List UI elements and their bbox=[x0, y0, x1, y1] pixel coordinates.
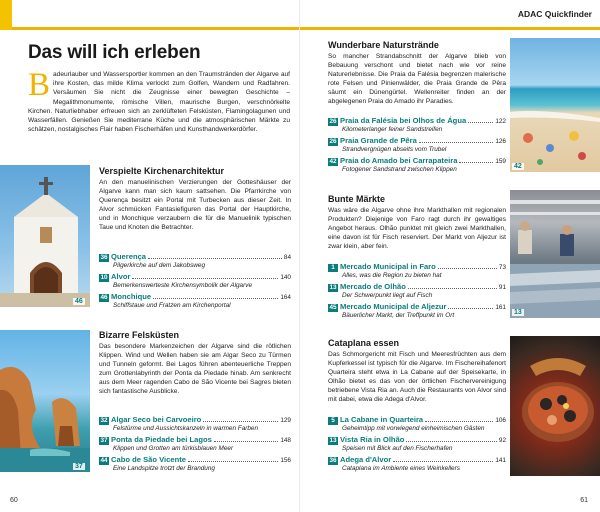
entry-name: Monchique bbox=[111, 292, 152, 301]
entry-name: Praia do Amado bei Carrapateira bbox=[340, 156, 458, 165]
entry-number: 5 bbox=[328, 417, 338, 425]
entry-description: Klippen und Grotten am türkisblauen Meer bbox=[113, 445, 234, 452]
entry-name: Adega d'Alvor bbox=[340, 455, 392, 464]
entry-number: 26 bbox=[329, 118, 337, 125]
list-item[interactable] bbox=[328, 282, 506, 300]
entry-number: 37 bbox=[100, 437, 108, 444]
entry-name: Praia Grande de Pêra bbox=[340, 136, 417, 145]
entry-name: La Cabane in Quarteira bbox=[340, 415, 424, 424]
entry-name: Querença bbox=[111, 252, 147, 261]
section-text: Was wäre die Algarve ohne ihre Markthallen mit regionalen Produkten? Diejenige von Faro ragt durch ihr gewaltiges Angebot heraus. Olhão punktet mit gleich zwei Markthallen, eine davon ist für Fisch reserviert. Der Markt von Aljezur ist zwar klein, aber fein. bbox=[328, 207, 506, 250]
beach-illustration bbox=[510, 38, 600, 172]
section-text: Das besondere Markenzeichen der Algarve sind die rötlichen Klippen. Wind und Wellen haben sie am Algar Seco zu Türmen und Tunneln geformt. Bei Lagos führen abenteuerliche Treppen zum Grottenlabyrinth der Ponta da Piedade hinab. Am senkrecht aus dem Meer ragenden Cabo de São Vicente bei Sagres bieten sich fantastische Ausblicke. bbox=[99, 343, 291, 395]
entry-name: Algar Seco bei Carvoeiro bbox=[111, 415, 202, 424]
list-item[interactable] bbox=[99, 292, 291, 310]
market-illustration bbox=[510, 190, 600, 318]
church-illustration bbox=[0, 165, 90, 307]
entry-list bbox=[328, 262, 506, 322]
section-title: Verspielte Kirchenarchitektur bbox=[99, 166, 225, 176]
entry-page: 126 bbox=[495, 138, 506, 145]
cataplana-photo bbox=[510, 336, 600, 476]
entry-page: 91 bbox=[498, 284, 506, 291]
quickfinder-label: ADAC Quickfinder bbox=[517, 9, 592, 19]
list-item[interactable] bbox=[328, 455, 506, 473]
section-title: Cataplana essen bbox=[328, 338, 400, 348]
cliffs-photo bbox=[0, 330, 90, 472]
entry-page: 129 bbox=[280, 417, 291, 424]
entry-description: Strandvergnügen abseits vom Trubel bbox=[342, 146, 447, 153]
entry-name: Mercado de Olhão bbox=[340, 282, 406, 291]
entry-number: 36 bbox=[329, 457, 337, 464]
list-item[interactable] bbox=[328, 415, 506, 433]
entry-number: 13 bbox=[329, 437, 337, 444]
entry-description: Felstürme und Aussichtskanzeln in warmen Farben bbox=[113, 425, 259, 432]
entry-number: 10 bbox=[100, 274, 108, 281]
yellow-page-tab bbox=[0, 0, 12, 30]
entry-name: Mercado Municipal de Aljezur bbox=[340, 302, 447, 311]
photo-number: 42 bbox=[514, 163, 522, 170]
list-item[interactable] bbox=[99, 455, 291, 473]
section-title: Bunte Märkte bbox=[328, 194, 386, 204]
church-photo bbox=[0, 165, 90, 307]
section-text: So mancher Strandabschnitt der Algarve blieb von Bebauung verschont und bietet nach wie vor reine Naturerlebnisse. Die Praia da Falésia begrenzen malerische rote Felsen und Pinienwälder, die Praia Grande de Pêra säumt ein Dünengürtel. Wellenreiter finden an der abgelegenen Praia do Amado ihr Paradies. bbox=[328, 53, 506, 105]
right-page bbox=[300, 0, 600, 512]
list-item[interactable] bbox=[328, 136, 506, 154]
entry-number: 32 bbox=[100, 417, 108, 424]
cliffs-illustration bbox=[0, 330, 90, 472]
entry-description: Der Schwerpunkt liegt auf Fisch bbox=[342, 292, 433, 299]
entry-description: Bemerkenswerteste Kirchensymbolik der Algarve bbox=[113, 282, 252, 289]
entry-name: Praia da Falésia bei Olhos de Água bbox=[340, 116, 467, 125]
entry-page: 148 bbox=[280, 437, 291, 444]
photo-number: 37 bbox=[75, 463, 83, 470]
entry-number: 42 bbox=[329, 158, 337, 165]
entry-page: 122 bbox=[495, 118, 506, 125]
entry-number: 46 bbox=[100, 294, 108, 301]
entry-list bbox=[328, 415, 506, 475]
page-title: Das will ich erleben bbox=[28, 42, 201, 63]
page-number: 61 bbox=[580, 497, 588, 504]
entry-page: 164 bbox=[280, 294, 291, 301]
entry-name: Alvor bbox=[111, 272, 131, 281]
list-item[interactable] bbox=[328, 435, 506, 453]
list-item[interactable] bbox=[99, 272, 291, 290]
section-text: An den manuelinischen Verzierungen der Gotteshäuser der Algarve kann man sich kaum sattsehen. Die Pfarrkirche von Querença besitzt ein Portal mit Turbecken aus dieser Zeit. In Alvor schmücken Fantasiefiguren das Portal der Hauptkirche, und in Monchique verzaubern die für die Manuelinik typischen Taue und Knoten die Betrachter. bbox=[99, 179, 291, 231]
entry-name: Ponta da Piedade bei Lagos bbox=[111, 435, 212, 444]
entry-description: Eine Landspitze trotzt der Brandung bbox=[113, 465, 215, 472]
entry-list bbox=[99, 252, 291, 312]
entry-page: 141 bbox=[495, 457, 506, 464]
section-title: Wunderbare Naturstrände bbox=[328, 40, 439, 50]
entry-description: Alles, was die Region zu bieten hat bbox=[342, 272, 442, 279]
list-item[interactable] bbox=[99, 435, 291, 453]
section-text: Das Schmorgericht mit Fisch und Meeresfrüchten aus dem Kupferkessel ist typisch für die Algarve. Im Fischereihafenort Quarteira steht etwa in La Cabane auf der Speisekarte, in Olhão bietet es das von der örtlichen Fischervereinigung betriebene Vista Ria an. Auch die Restaurants von Alvor sind mit dabei, etwa die Adega d'Alvor. bbox=[328, 351, 506, 403]
market-photo bbox=[510, 190, 600, 318]
entry-list bbox=[328, 116, 506, 176]
entry-description: Fotogener Sandstrand zwischen Klippen bbox=[342, 166, 457, 173]
list-item[interactable] bbox=[99, 252, 291, 270]
beach-photo bbox=[510, 38, 600, 172]
list-item[interactable] bbox=[328, 156, 506, 174]
entry-page: 159 bbox=[495, 158, 506, 165]
entry-number: 1 bbox=[328, 264, 338, 272]
list-item[interactable] bbox=[328, 262, 506, 280]
cataplana-illustration bbox=[510, 336, 600, 476]
entry-list bbox=[99, 415, 291, 475]
right-header-band bbox=[300, 0, 600, 30]
entry-name: Cabo de São Vicente bbox=[111, 455, 186, 464]
entry-description: Geheimtipp mit vorwiegend einheimischen Gästen bbox=[342, 425, 485, 432]
entry-number: 44 bbox=[100, 457, 108, 464]
entry-description: Pilgerkirche auf dem Jakobsweg bbox=[113, 262, 205, 269]
entry-page: 140 bbox=[280, 274, 291, 281]
photo-number: 13 bbox=[514, 309, 522, 316]
entry-number: 13 bbox=[329, 284, 337, 291]
entry-number: 45 bbox=[329, 304, 337, 311]
entry-name: Vista Ria in Olhão bbox=[340, 435, 405, 444]
entry-description: Cataplana im Ambiente eines Weinkellers bbox=[342, 465, 460, 472]
entry-page: 106 bbox=[495, 417, 506, 424]
list-item[interactable] bbox=[328, 302, 506, 320]
list-item[interactable] bbox=[99, 415, 291, 433]
intro-text: adeurlauber und Wassersportler kommen an den Traumstränden der Algarve auf ihre Kosten, das milde Klima verlockt zum Golfen, Wandern und Radfahren. Versäumen Sie nicht die Zeugnisse einer bewegten Geschichte – Megalithmonumente, römische Villen, maurische Burgen, verschnörkelte Kirchen. Naturliebhaber erfreuen sich an zerklüfteten Felsküsten, Flamingolagunen und Wasserfällen. Genießen Sie mediterrane Küche und die atmosphärischen Märkte zu schätzen, nostalgisches Flair haben Fischerhäfen und Kunsthandwerkerdörfer. bbox=[28, 71, 290, 134]
entry-description: Schiffstaue und Fratzen am Kirchenportal bbox=[113, 302, 231, 309]
entry-page: 161 bbox=[495, 304, 506, 311]
entry-name: Mercado Municipal in Faro bbox=[340, 262, 436, 271]
entry-number: 26 bbox=[329, 138, 337, 145]
entry-page: 73 bbox=[498, 264, 506, 271]
entry-description: Bäuerlicher Markt, der Treffpunkt im Ort bbox=[342, 312, 455, 319]
list-item[interactable] bbox=[328, 116, 506, 134]
photo-number: 46 bbox=[75, 298, 83, 305]
entry-description: Kilometerlanger feiner Sandstreifen bbox=[342, 126, 443, 133]
entry-page: 92 bbox=[498, 437, 506, 444]
intro-dropcap: B bbox=[28, 67, 51, 103]
intro-paragraph bbox=[28, 67, 290, 134]
left-header-band bbox=[0, 0, 300, 30]
section-title: Bizarre Felsküsten bbox=[99, 330, 180, 340]
entry-description: Speisen mit Blick auf den Fischerhafen bbox=[342, 445, 453, 452]
entry-page: 156 bbox=[280, 457, 291, 464]
entry-page: 84 bbox=[283, 254, 291, 261]
entry-number: 36 bbox=[100, 254, 108, 261]
page-number: 60 bbox=[10, 497, 18, 504]
